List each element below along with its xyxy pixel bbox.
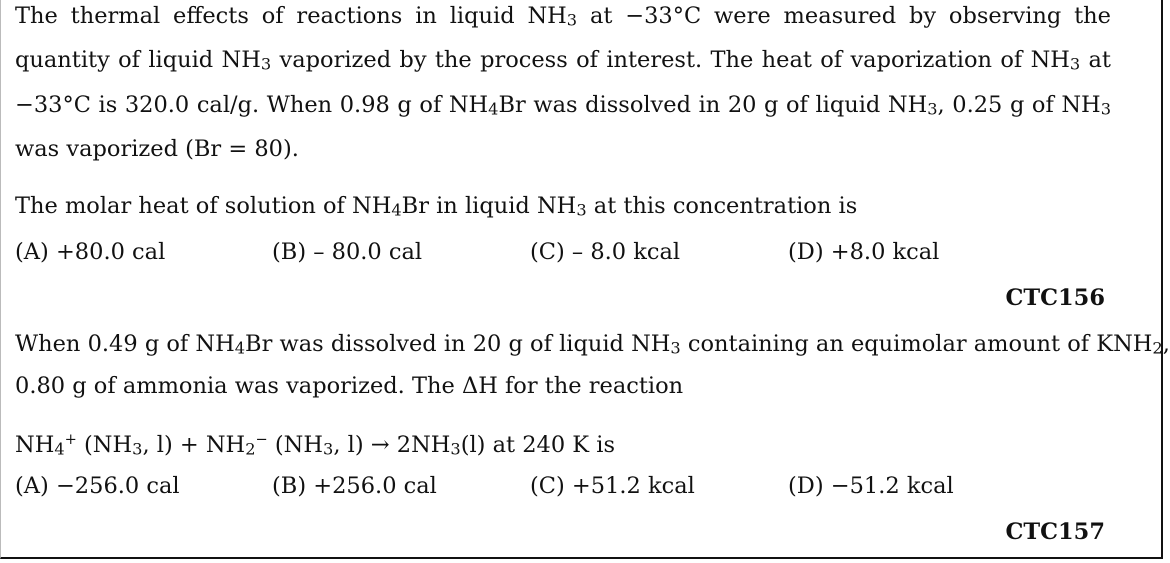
q1-option-d[interactable]: (D) +8.0 kcal [788, 239, 940, 265]
q1-option-a[interactable]: (A) +80.0 cal [15, 239, 166, 265]
q2-option-d[interactable]: (D) −51.2 kcal [788, 473, 954, 499]
q2-option-a[interactable]: (A) −256.0 cal [15, 473, 180, 499]
q2-stem-line2: 0.80 g of ammonia was vaporized. The ΔH for the reaction [15, 373, 684, 399]
q1-stem: The thermal effects of reactions in liquid NH3 at −33°C were measured by observing the quantity of liquid NH3 vaporized by the process of interest. The heat of vaporization of NH3 at −33°C is 320.0 cal/g. When 0.98 g of NH4Br was dissolved in 20 g of liquid NH3, 0.25 g of NH3 was vaporized (Br = 80). [15, 3, 1111, 163]
q1-option-b[interactable]: (B) – 80.0 cal [272, 239, 423, 265]
q1-option-c[interactable]: (C) – 8.0 kcal [530, 239, 681, 265]
q2-reaction: NH4+ (NH3, l) + NH2− (NH3, l) → 2NH3(l) at 240 K is [15, 431, 616, 459]
q2-code: CTC157 [1005, 519, 1105, 545]
q1-code: CTC156 [1005, 285, 1105, 311]
q1-question: The molar heat of solution of NH4Br in liquid NH3 at this concentration is [15, 193, 858, 220]
q2-stem-line1: When 0.49 g of NH4Br was dissolved in 20 g of liquid NH3 containing an equimolar amount of KNH2, [15, 331, 1170, 358]
q2-option-b[interactable]: (B) +256.0 cal [272, 473, 437, 499]
q2-option-c[interactable]: (C) +51.2 kcal [530, 473, 695, 499]
